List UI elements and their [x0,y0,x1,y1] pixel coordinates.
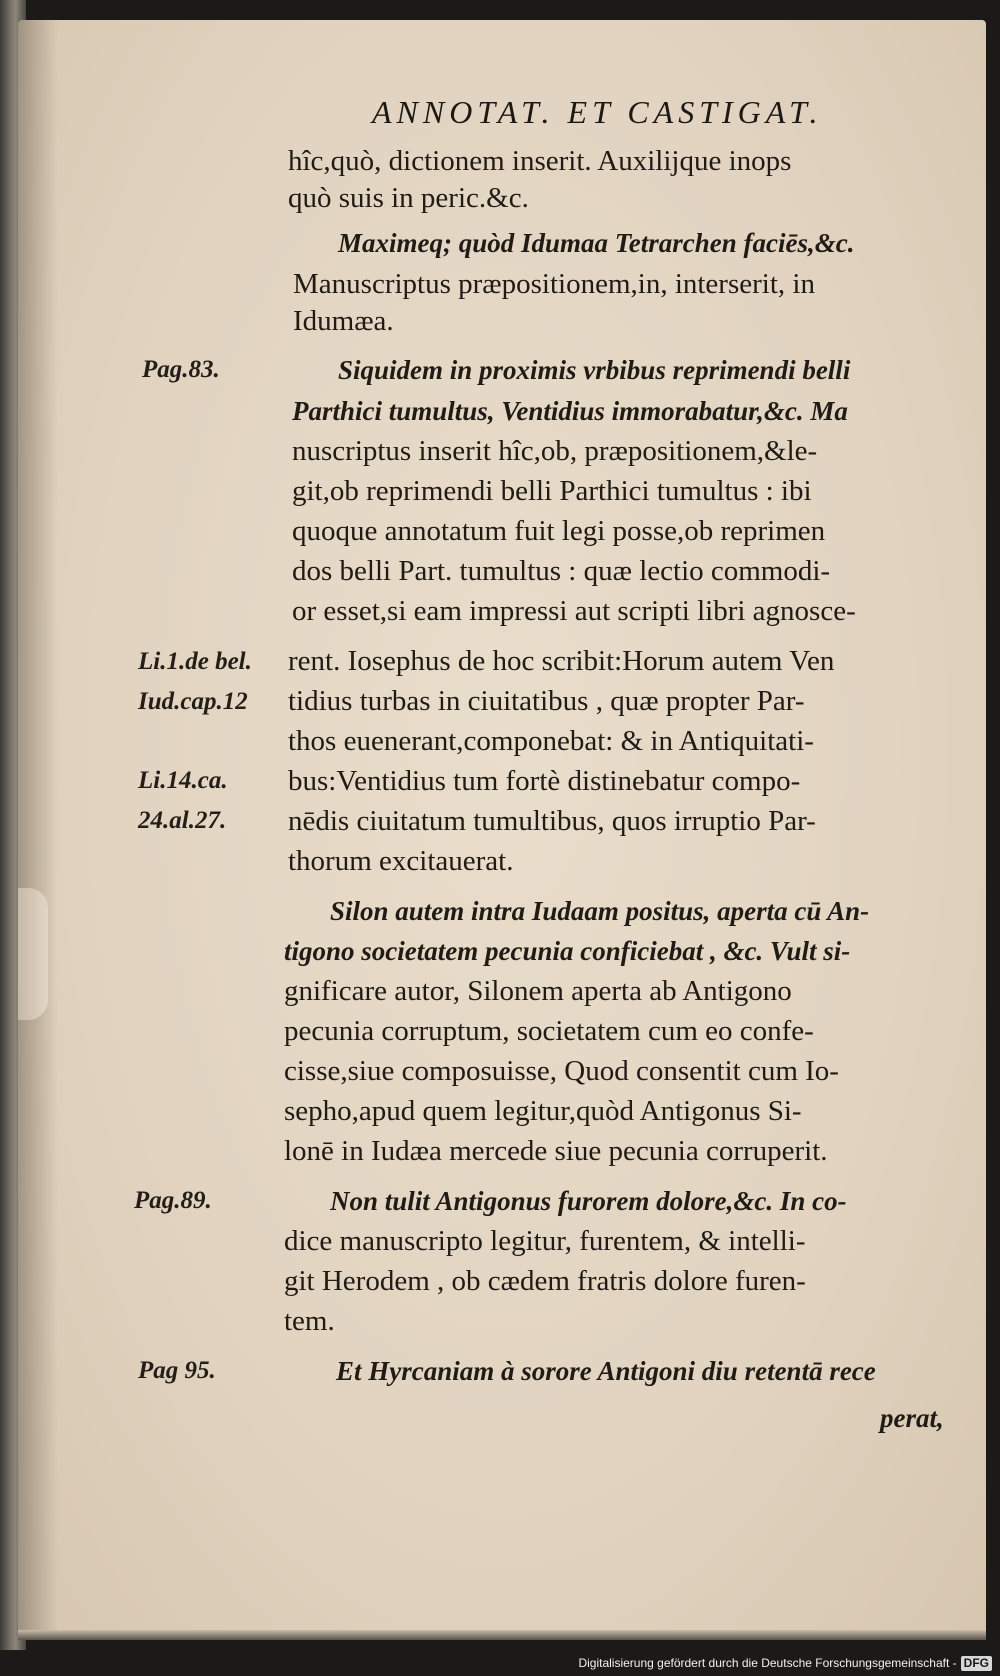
text-line: quoque annotatum fuit legi posse,ob reprimen [292,515,826,547]
page-bottom-edge [18,1630,986,1640]
text-line: git Herodem , ob cædem fratris dolore furen- [284,1265,806,1297]
text-line: gnificare autor, Silonem aperta ab Antigono [284,975,792,1007]
text-line: git,ob reprimendi belli Parthici tumultus : ibi [292,475,812,507]
text-line-italic: Non tulit Antigonus furorem dolore,&c. In co- [330,1186,847,1216]
running-header: ANNOTAT. ET CASTIGAT. [372,94,823,130]
footer-credit [578,1652,992,1674]
text-line: Idumæa. [293,305,394,337]
text-line: nēdis ciuitatum tumultibus, quos irruptio Par- [288,805,816,837]
text-line: dos belli Part. tumultus : quæ lectio commodi- [292,555,831,587]
page-clip-mark [18,888,48,1020]
margin-note: Pag 95. [138,1357,216,1384]
dfg-logo: DFG [961,1656,992,1671]
text-line-italic: Siquidem in proximis vrbibus reprimendi belli [338,355,851,385]
margin-note: Li.1.de bel. [138,648,252,675]
text-line: lonē in Iudæa mercede siue pecunia corruperit. [284,1135,828,1167]
text-line-italic: perat, [880,1403,944,1433]
text-line-italic: Maximeq; quòd Idumaa Tetrarchen faciēs,&c. [338,228,855,258]
margin-note: Iud.cap.12 [138,688,248,715]
margin-note: Pag.83. [142,356,220,383]
footer-credit-text: Digitalisierung gefördert durch die Deutsche Forschungsgemeinschaft - [578,1656,957,1670]
text-line: tidius turbas in ciuitatibus , quæ propter Par- [288,685,805,717]
text-line: Manuscriptus præpositionem,in, interserit, in [293,268,815,300]
text-line-italic: Silon autem intra Iudaam positus, aperta cū An- [330,896,870,926]
text-line: sepho,apud quem legitur,quòd Antigonus Si- [284,1095,802,1127]
text-line: thorum excitauerat. [288,845,514,877]
text-line: rent. Iosephus de hoc scribit:Horum autem Ven [288,645,835,677]
text-line: cisse,siue composuisse, Quod consentit cum Io- [284,1055,839,1087]
text-line: thos euenerant,componebat: & in Antiquitati- [288,725,814,757]
text-line: nuscriptus inserit hîc,ob, præpositionem,&le- [292,435,818,467]
text-line: dice manuscripto legitur, furentem, & intelli- [284,1225,806,1257]
margin-note: Li.14.ca. [138,767,228,794]
text-line: quò suis in peric.&c. [288,182,529,214]
text-line-italic: Et Hyrcaniam à sorore Antigoni diu retentā rece [336,1356,876,1386]
text-line: tem. [284,1305,335,1337]
text-line-italic: Parthici tumultus, Ventidius immorabatur,&c. Ma [292,396,848,426]
text-line: hîc,quò, dictionem inserit. Auxilijque inops [288,145,792,177]
text-line: bus:Ventidius tum fortè distinebatur compo- [288,765,801,797]
page-gutter [18,20,58,1640]
margin-note: 24.al.27. [138,807,227,834]
text-line-italic: tigono societatem pecunia conficiebat , &c. Vult si- [284,936,851,966]
text-line: or esset,si eam impressi aut scripti libri agnosce- [292,595,856,627]
text-line: pecunia corruptum, societatem cum eo confe- [284,1015,814,1047]
margin-note: Pag.89. [134,1187,212,1214]
